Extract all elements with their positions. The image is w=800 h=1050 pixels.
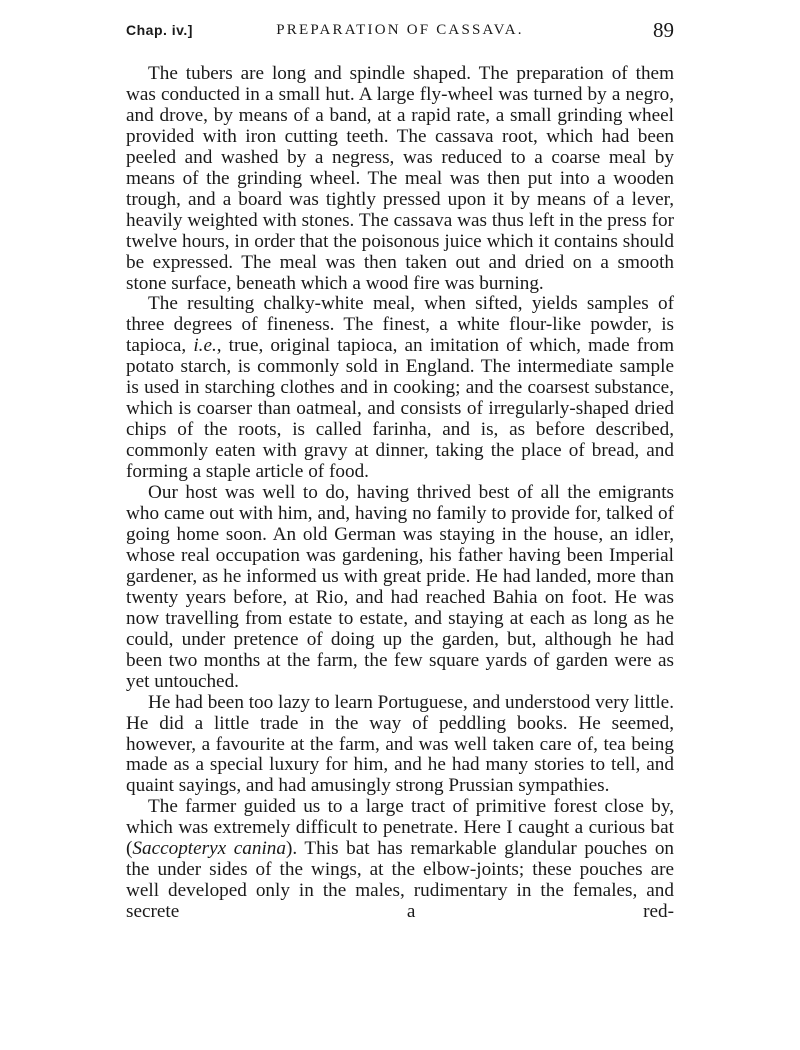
chapter-label: Chap. iv.] xyxy=(126,22,193,38)
paragraph-text-end: , true, original tapioca, an imitation of which, made from potato starch, is commonly sold in England. The intermediate sample is used in starching clothes and in cooking; and the coarsest substance, which is coarser than oatmeal, and consists of irregularly-shaped dried chips of the roots, is called farinha, and is, as before described, commonly eaten with gravy at dinner, taking the place of bread, and forming a staple article of food. xyxy=(126,335,674,483)
paragraph-text: He had been too lazy to learn Portuguese, and understood very little. He did a little trade in the way of peddling books. He seemed, however, a favourite at the farm, and was well taken care of, tea being made as a special luxury for him, and he had many stories to tell, and quaint sayings, and had amusingly strong Prussian sympathies. xyxy=(126,691,674,797)
paragraph-host-german xyxy=(126,483,674,693)
paragraph-text-start: The farmer guided us to a large tract of primitive forest close by, which was extremely difficult to penetrate. Here I caught a curious bat ( xyxy=(126,796,674,860)
paragraph-text: The tubers are long and spindle shaped. The preparation of them was conducted in a small hut. A large fly-wheel was turned by a negro, and drove, by means of a band, at a rapid rate, a small grinding wheel provided with iron cutting teeth. The cassava root, which had been peeled and washed by a negress, was reduced to a coarse meal by means of the grinding wheel. The meal was then put into a wooden trough, and a board was tightly pressed upon it by means of a lever, heavily weighted with stones. The cassava was thus left in the press for twelve hours, in order that the poisonous juice which it contains should be expressed. The meal was then taken out and dried on a smooth stone surface, beneath which a wood fire was burning. xyxy=(126,63,674,294)
paragraph-text-start: The resulting chalky-white meal, when sifted, yields samples of three degrees of fineness. The finest, a white flour-like powder, is tapioca, xyxy=(126,293,674,357)
paragraph-lazy-german xyxy=(126,693,674,798)
running-title: PREPARATION OF CASSAVA. xyxy=(276,22,524,38)
paragraph-cassava-preparation xyxy=(126,64,674,294)
paragraph-text: Our host was well to do, having thrived best of all the emigrants who came out with him, and, having no family to provide for, talked of going home soon. An old German was staying in the house, an idler, whose real occupation was gardening, his father having been Imperial gardener, as he informed us with great pride. He had landed, more than twenty years before, at Rio, and had reached Bahia on foot. He was now travelling from estate to estate, and staying at each as long as he could, under pretence of doing up the garden, but, although he had been two months at the farm, the few square yards of garden were as yet untouched. xyxy=(126,482,674,692)
paragraph-text-end: ). This bat has remarkable glandular pouches on the under sides of the wings, at the elbow-joints; these pouches are well developed only in the males, rudimentary in the females, and secrete a red- xyxy=(126,838,675,923)
italic-ie: i.e. xyxy=(193,335,217,357)
paragraph-tapioca-meal xyxy=(126,294,674,483)
italic-species-name: Saccopteryx canina xyxy=(132,838,286,860)
page-number: 89 xyxy=(653,18,674,42)
paragraph-forest-bat xyxy=(126,797,674,923)
body-text xyxy=(126,64,674,923)
running-head xyxy=(126,18,674,48)
